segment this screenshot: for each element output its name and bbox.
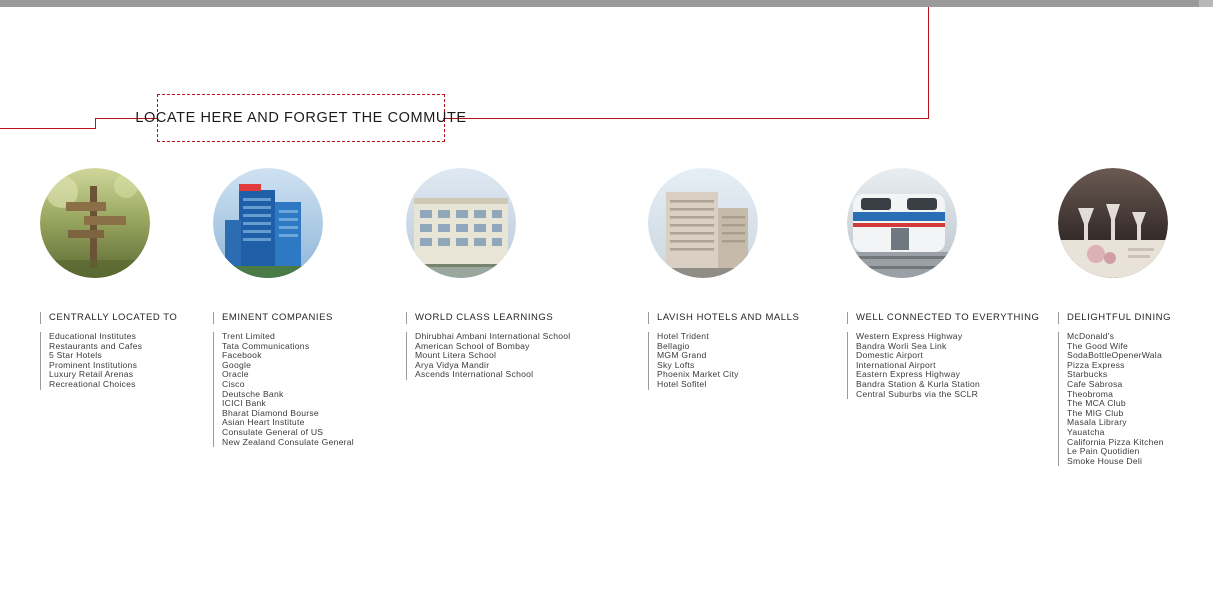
column-list bbox=[40, 332, 240, 390]
column-list bbox=[648, 332, 848, 390]
metro-train-photo bbox=[847, 168, 957, 278]
category-column-well-connected bbox=[847, 168, 1047, 399]
list-item: Facebook bbox=[222, 350, 262, 361]
list-item: Mount Litera School bbox=[415, 350, 497, 361]
list-item: Starbucks bbox=[1067, 369, 1108, 380]
list-item: Eastern Express Highway bbox=[856, 369, 961, 380]
list-item: Cisco bbox=[222, 378, 245, 389]
top-bar bbox=[0, 0, 1213, 7]
list-item: Bandra Worli Sea Link bbox=[856, 340, 947, 351]
list-item: Bharat Diamond Bourse bbox=[222, 407, 319, 418]
list-item: Bellagio bbox=[657, 340, 690, 351]
list-item: Yauatcha bbox=[1067, 426, 1105, 437]
list-item: Smoke House Deli bbox=[1067, 455, 1143, 466]
category-column-eminent-companies bbox=[213, 168, 413, 447]
list-item: Oracle bbox=[222, 369, 249, 380]
list-item: Asian Heart Institute bbox=[222, 417, 305, 428]
list-item: American School of Bombay bbox=[415, 340, 530, 351]
list-item: International Airport bbox=[856, 359, 936, 370]
list-item: Arya Vidya Mandir bbox=[415, 359, 490, 370]
decorative-line-horizontal-left-outer bbox=[0, 128, 95, 129]
office-tower-photo bbox=[213, 168, 323, 278]
school-building-photo bbox=[406, 168, 516, 278]
list-item: Dhirubhai Ambani International School bbox=[415, 331, 571, 341]
list-item: Bandra Station & Kurla Station bbox=[856, 378, 981, 389]
list-item: Recreational Choices bbox=[49, 378, 136, 389]
page-title: LOCATE HERE AND FORGET THE COMMUTE bbox=[135, 110, 467, 126]
list-item: Sky Lofts bbox=[657, 359, 695, 370]
list-item: The MIG Club bbox=[1067, 407, 1124, 418]
list-item: Cafe Sabrosa bbox=[1067, 378, 1123, 389]
list-item: Central Suburbs via the SCLR bbox=[856, 388, 979, 399]
list-item: Ascends International School bbox=[415, 369, 534, 380]
list-item: Google bbox=[222, 359, 252, 370]
column-title: CENTRALLY LOCATED TO bbox=[40, 312, 240, 324]
headline-box bbox=[135, 94, 467, 142]
category-column-lavish-hotels-and-malls bbox=[648, 168, 848, 390]
list-item: California Pizza Kitchen bbox=[1067, 436, 1164, 447]
list-item: The Good Wife bbox=[1067, 340, 1129, 351]
column-list bbox=[1058, 332, 1213, 466]
column-title: LAVISH HOTELS AND MALLS bbox=[648, 312, 848, 324]
list-item: Western Express Highway bbox=[856, 331, 963, 341]
top-bar-right-segment bbox=[1199, 0, 1213, 7]
decorative-line-horizontal-right bbox=[443, 118, 929, 119]
decorative-line-vertical-right bbox=[928, 7, 929, 118]
list-item: Deutsche Bank bbox=[222, 388, 284, 399]
hotel-building-photo bbox=[648, 168, 758, 278]
column-list bbox=[213, 332, 413, 447]
list-item: Restaurants and Cafes bbox=[49, 340, 143, 351]
list-item: McDonald's bbox=[1067, 331, 1115, 341]
list-item: Domestic Airport bbox=[856, 350, 924, 361]
list-item: Pizza Express bbox=[1067, 359, 1125, 370]
category-column-world-class-learnings bbox=[406, 168, 606, 380]
list-item: 5 Star Hotels bbox=[49, 350, 102, 361]
signpost-photo bbox=[40, 168, 150, 278]
list-item: Le Pain Quotidien bbox=[1067, 446, 1140, 457]
decorative-line-vertical-left bbox=[95, 118, 96, 129]
list-item: SodaBottleOpenerWala bbox=[1067, 350, 1162, 361]
list-item: Theobroma bbox=[1067, 388, 1114, 399]
list-item: Educational Institutes bbox=[49, 331, 137, 341]
list-item: Masala Library bbox=[1067, 417, 1127, 428]
list-item: ICICI Bank bbox=[222, 398, 267, 409]
column-list bbox=[847, 332, 1047, 399]
column-title: WORLD CLASS LEARNINGS bbox=[406, 312, 606, 324]
list-item: Hotel Sofitel bbox=[657, 378, 707, 389]
list-item: MGM Grand bbox=[657, 350, 707, 361]
list-item: Hotel Trident bbox=[657, 331, 709, 341]
list-item: Consulate General of US bbox=[222, 426, 324, 437]
column-title: EMINENT COMPANIES bbox=[213, 312, 413, 324]
column-title: DELIGHTFUL DINING bbox=[1058, 312, 1213, 324]
list-item: Prominent Institutions bbox=[49, 359, 138, 370]
list-item: The MCA Club bbox=[1067, 398, 1126, 409]
list-item: Trent Limited bbox=[222, 331, 276, 341]
list-item: Phoenix Market City bbox=[657, 369, 739, 380]
list-item: Luxury Retail Arenas bbox=[49, 369, 134, 380]
dining-table-photo bbox=[1058, 168, 1168, 278]
column-list bbox=[406, 332, 606, 380]
category-column-centrally-located bbox=[40, 168, 240, 390]
list-item: New Zealand Consulate General bbox=[222, 436, 354, 447]
category-column-delightful-dining bbox=[1058, 168, 1213, 466]
column-title: WELL CONNECTED TO EVERYTHING bbox=[847, 312, 1047, 324]
list-item: Tata Communications bbox=[222, 340, 310, 351]
